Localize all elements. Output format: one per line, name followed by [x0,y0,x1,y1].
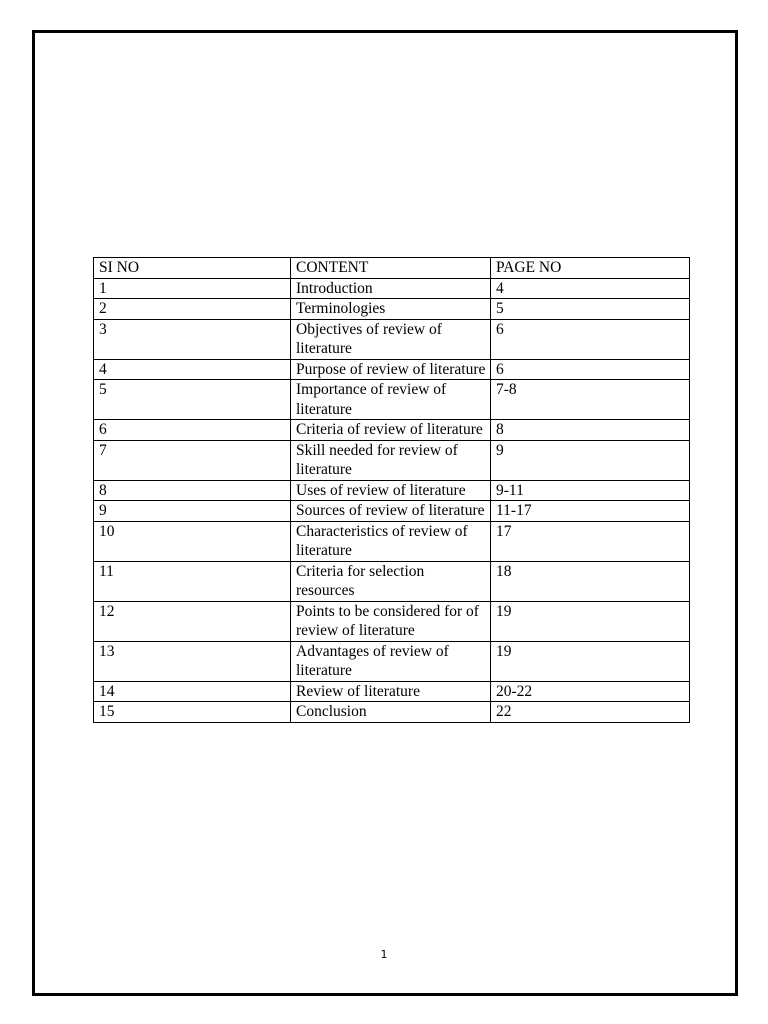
row-content: Uses of review of literature [291,480,491,501]
row-page-no: 20-22 [491,681,690,702]
row-page-no: 11-17 [491,501,690,522]
row-page-no: 18 [491,561,690,601]
row-si-no: 2 [94,299,291,320]
table-row [94,480,690,501]
row-content: Sources of review of literature [291,501,491,522]
page-number: 1 [380,948,388,961]
table-row [94,641,690,681]
row-si-no: 4 [94,359,291,380]
header-si-no: SI NO [94,258,291,279]
table-header-row [94,258,690,279]
row-page-no: 4 [491,278,690,299]
row-page-no: 22 [491,702,690,723]
table-row [94,601,690,641]
row-si-no: 15 [94,702,291,723]
row-si-no: 9 [94,501,291,522]
row-page-no: 6 [491,319,690,359]
row-content: Objectives of review of literature [291,319,491,359]
row-page-no: 17 [491,521,690,561]
row-content: Importance of review of literature [291,380,491,420]
row-content: Conclusion [291,702,491,723]
row-page-no: 6 [491,359,690,380]
row-content: Introduction [291,278,491,299]
row-si-no: 10 [94,521,291,561]
row-page-no: 19 [491,641,690,681]
table-row [94,420,690,441]
row-si-no: 8 [94,480,291,501]
row-si-no: 13 [94,641,291,681]
row-page-no: 19 [491,601,690,641]
header-content: CONTENT [291,258,491,279]
table-row [94,521,690,561]
row-content: Terminologies [291,299,491,320]
row-content: Review of literature [291,681,491,702]
row-page-no: 9-11 [491,480,690,501]
table-of-contents [93,257,690,723]
table-row [94,501,690,522]
row-si-no: 12 [94,601,291,641]
table-row [94,319,690,359]
row-content: Advantages of review of literature [291,641,491,681]
row-si-no: 11 [94,561,291,601]
row-page-no: 9 [491,440,690,480]
row-content: Points to be considered for of review of literature [291,601,491,641]
row-page-no: 7-8 [491,380,690,420]
row-content: Criteria of review of literature [291,420,491,441]
table-row [94,681,690,702]
row-content: Purpose of review of literature [291,359,491,380]
table-row [94,278,690,299]
row-content: Criteria for selection resources [291,561,491,601]
table-row [94,359,690,380]
row-si-no: 14 [94,681,291,702]
table-row [94,380,690,420]
row-si-no: 6 [94,420,291,441]
row-page-no: 5 [491,299,690,320]
header-page-no: PAGE NO [491,258,690,279]
row-si-no: 7 [94,440,291,480]
row-si-no: 1 [94,278,291,299]
row-si-no: 5 [94,380,291,420]
table-row [94,702,690,723]
row-si-no: 3 [94,319,291,359]
row-content: Skill needed for review of literature [291,440,491,480]
table-row [94,299,690,320]
row-page-no: 8 [491,420,690,441]
row-content: Characteristics of review of literature [291,521,491,561]
table-row [94,561,690,601]
table-row [94,440,690,480]
